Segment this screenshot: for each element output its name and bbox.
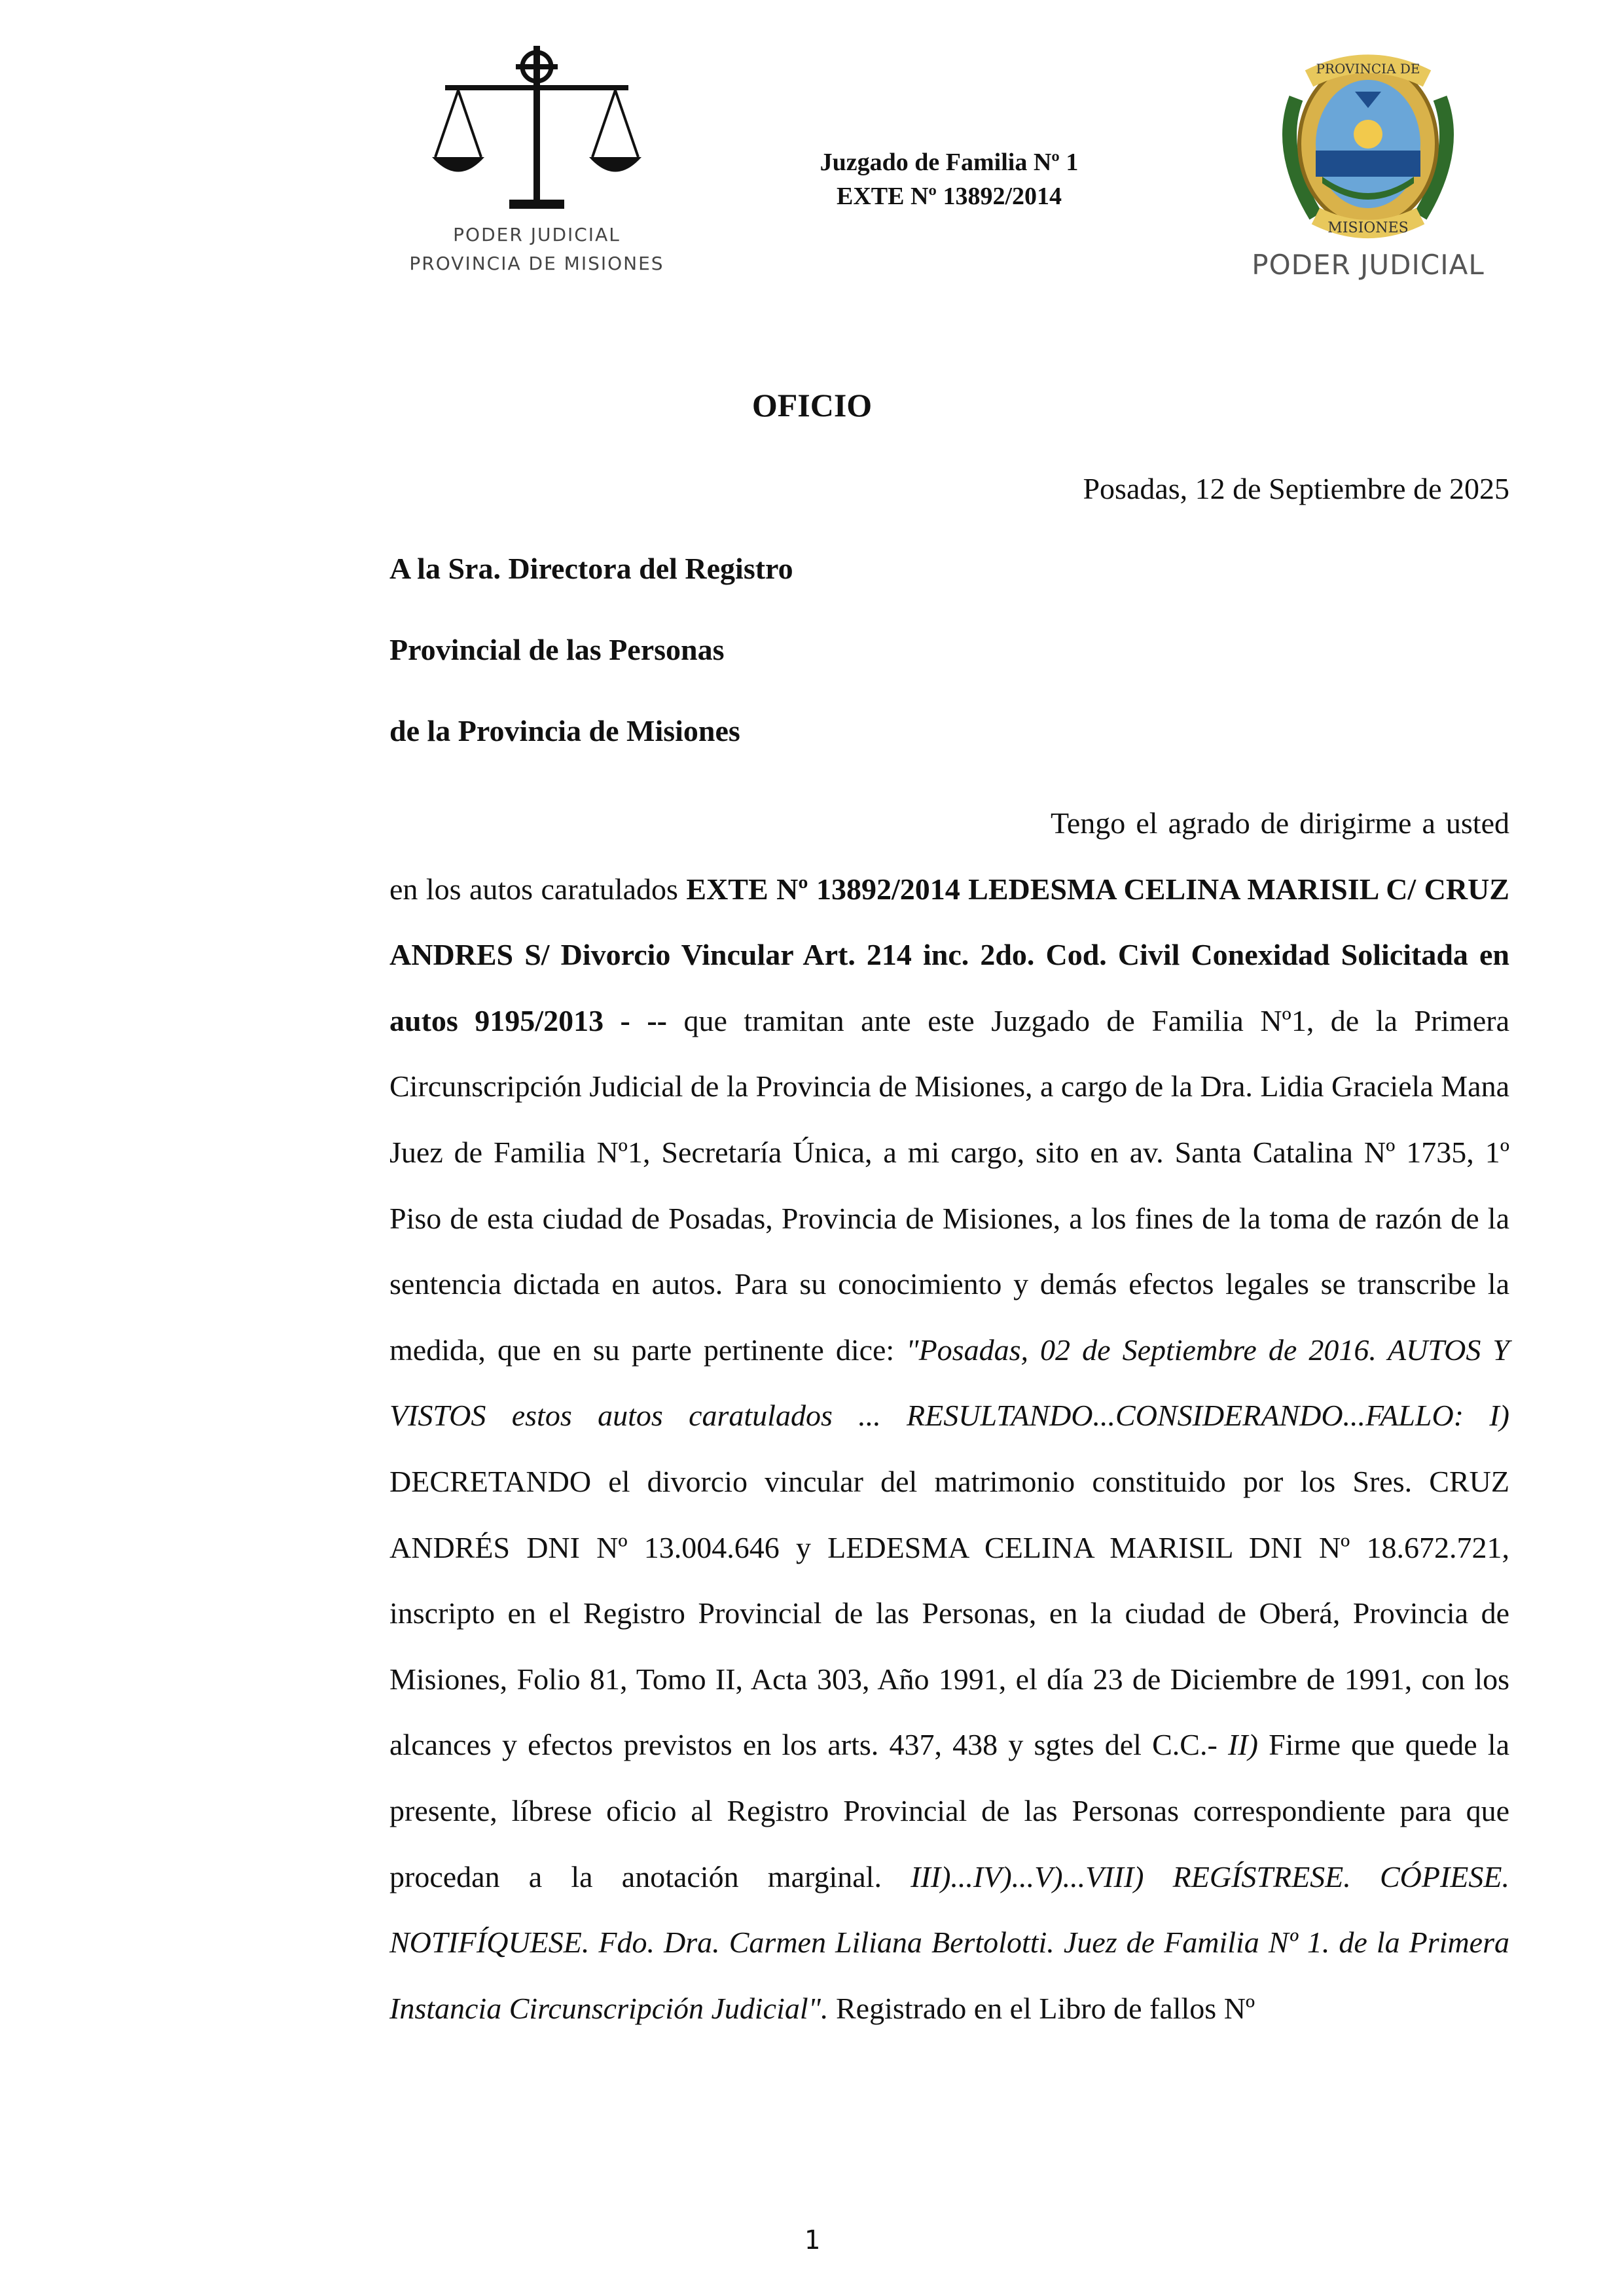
addressee-line-1: A la Sra. Directora del Registro (389, 552, 793, 585)
body-court-details: que tramitan ante este Juzgado de Familia Nº1, de la Primera Circunscripción Judicial de la Provincia de Misiones, a cargo de la Dra. Lidia Graciela Mana Juez de Familia Nº1, Secretaría Única, a mi cargo, sito en av. Santa Catalina Nº 1735, 1º Piso de esta ciudad de Posadas, Provincia de Misiones, a los fines de la toma de razón de la sentencia dictada en autos. Para su conocimiento y demás efectos legales se transcribe la medida, que en su parte pertinente dice: (389, 1003, 1509, 1367)
body-intro: Tengo el agrado de dirigirme a usted en los autos caratulados (389, 806, 1509, 906)
ruling-item-ii: II) (1227, 1728, 1258, 1762)
page-number: 1 (804, 2225, 820, 2255)
seal-top-text: PROVINCIA DE (1316, 61, 1420, 77)
document-title: OFICIO (751, 387, 873, 423)
document-body (389, 791, 1509, 2041)
body-paragraph (389, 791, 1509, 2041)
logo-left-caption-1: PODER JUDICIAL (453, 224, 621, 245)
addressee-line-2: Provincial de las Personas (389, 633, 725, 666)
document-header (772, 145, 1126, 213)
document-date: Posadas, 12 de Septiembre de 2025 (1083, 472, 1509, 505)
registry-note: Registrado en el Libro de fallos Nº (828, 1991, 1255, 2025)
case-caption: EXTE Nº 13892/2014 LEDESMA CELINA MARISIL C/ CRUZ ANDRES S/ Divorcio Vincular Art. 214 inc. 2do. Cod. Civil Conexidad Solicitada en autos 9195/2013 - -- (389, 872, 1509, 1037)
file-number: EXTE Nº 13892/2014 (836, 183, 1062, 210)
ruling-quote-start: "Posadas, 02 de Septiembre de 2016. AUTOS Y VISTOS estos autos caratulados ... RESULTANDO...CONSIDERANDO...FALLO: I) (389, 1333, 1509, 1433)
court-name: Juzgado de Familia Nº 1 (820, 149, 1079, 176)
poder-judicial-logo-left (393, 39, 681, 288)
logo-right-caption: PODER JUDICIAL (1252, 249, 1485, 281)
provincia-seal-logo-right (1231, 52, 1506, 288)
scales-of-justice-icon (432, 39, 641, 216)
ruling-quote-end: III)...IV)...V)...VIII) REGÍSTRESE. CÓPIESE. NOTIFÍQUESE. Fdo. Dra. Carmen Liliana Bertolotti. Juez de Familia Nº 1. de la Primera Instancia Circunscripción Judicial". (389, 1859, 1509, 2025)
ruling-firm: Firme que quede la presente, líbrese oficio al Registro Provincial de las Personas correspondiente para que procedan a la anotación marginal. (389, 1728, 1509, 1893)
addressee-line-3: de la Provincia de Misiones (389, 714, 740, 747)
provincial-seal-icon (1276, 52, 1460, 242)
ruling-decree: DECRETANDO el divorcio vincular del matrimonio constituido por los Sres. CRUZ ANDRÉS DNI Nº 13.004.646 y LEDESMA CELINA MARISIL DNI Nº 18.672.721, inscripto en el Registro Provincial de las Personas, en la ciudad de Oberá, Provincia de Misiones, Folio 81, Tomo II, Acta 303, Año 1991, el día 23 de Diciembre de 1991, con los alcances y efectos previstos en los arts. 437, 438 y sgtes del C.C.- (389, 1464, 1509, 1762)
logo-left-caption-2: PROVINCIA DE MISIONES (409, 253, 664, 274)
seal-bottom-text: MISIONES (1327, 220, 1409, 236)
